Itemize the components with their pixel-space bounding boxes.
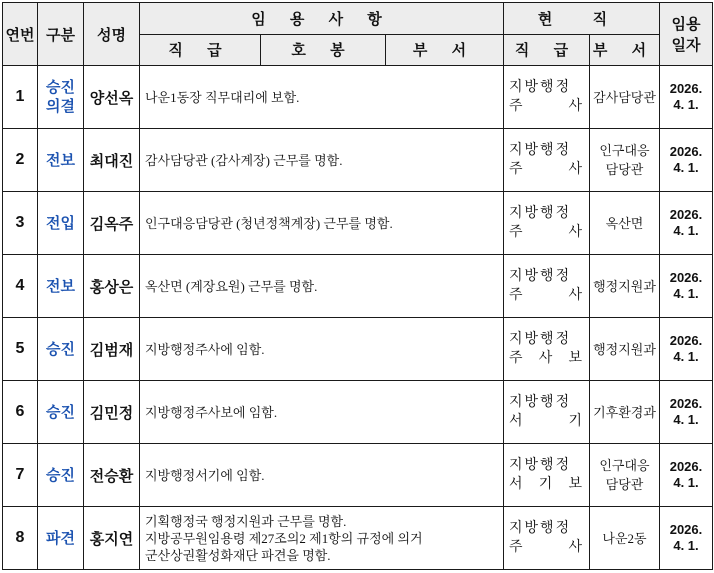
- current-department-line1: 인구대응: [599, 143, 650, 158]
- appointment-details: [140, 381, 504, 444]
- appointment-date-line1: 2026.: [669, 459, 703, 474]
- current-position-line2: 주 사: [509, 225, 584, 240]
- table-row: [3, 381, 713, 444]
- appointment-type: [38, 507, 84, 570]
- table-row: [3, 66, 713, 129]
- row-number: 8: [3, 507, 38, 570]
- table-row: [3, 255, 713, 318]
- current-department: [590, 192, 660, 255]
- current-department-line1: 행정지원과: [593, 341, 656, 357]
- appointment-date-line2: 4. 1.: [673, 349, 699, 364]
- person-name: 전승환: [84, 444, 140, 507]
- appointment-date: [660, 192, 713, 255]
- current-department: [590, 381, 660, 444]
- current-department-line1: 인구대응: [599, 458, 650, 473]
- header-date-line1: 임용: [671, 16, 701, 33]
- current-department-line2: 담당관: [605, 162, 644, 177]
- appointment-details: [140, 66, 504, 129]
- current-position-line1: 지방행정: [509, 206, 572, 221]
- current-position-line2: 서 기 보: [509, 477, 584, 492]
- current-position-line1: 지방행정: [509, 458, 572, 473]
- current-position: [504, 255, 590, 318]
- current-department: [590, 66, 660, 129]
- appointment-details-line1: 나운1동장 직무대리에 보함.: [145, 89, 300, 105]
- current-position-line2: 주 사: [509, 99, 584, 114]
- appointment-details-line1: 인구대응담당관 (청년정책계장) 근무를 명함.: [145, 215, 393, 231]
- current-position-line1: 지방행정: [509, 395, 572, 410]
- header-appointment: 임 용 사 항: [140, 3, 504, 35]
- appointment-details: [140, 507, 504, 570]
- appointment-date: [660, 255, 713, 318]
- person-name: 양선옥: [84, 66, 140, 129]
- current-position-line1: 지방행정: [509, 521, 572, 536]
- current-department-line1: 나운2동: [602, 530, 647, 546]
- row-number: 1: [3, 66, 38, 129]
- appointment-date: [660, 444, 713, 507]
- appointment-date-line2: 4. 1.: [673, 412, 699, 427]
- appointment-date-line1: 2026.: [669, 333, 703, 348]
- current-department: [590, 318, 660, 381]
- appointment-date: [660, 507, 713, 570]
- appointment-details-line1: 지방행정주사에 임함.: [145, 341, 265, 357]
- appointment-details: [140, 129, 504, 192]
- header-name: 성명: [84, 3, 140, 66]
- appointment-date-line2: 4. 1.: [673, 475, 699, 490]
- appointment-details-line1: 감사담당관 (감사계장) 근무를 명함.: [145, 152, 343, 168]
- appointment-type-line1: 전보: [46, 151, 75, 169]
- appointment-date: [660, 129, 713, 192]
- table-body: [3, 66, 713, 570]
- current-position-line1: 지방행정: [509, 143, 572, 158]
- row-number: 5: [3, 318, 38, 381]
- appointment-details-line1: 지방행정서기에 임함.: [145, 467, 265, 483]
- person-name: 김민정: [84, 381, 140, 444]
- appointment-date-line1: 2026.: [669, 207, 703, 222]
- current-position: [504, 444, 590, 507]
- appointment-details-line1: 기획행정국 행정지원과 근무를 명함.: [145, 513, 347, 529]
- current-department-line1: 옥산면: [605, 215, 644, 231]
- current-department: [590, 129, 660, 192]
- row-number: 6: [3, 381, 38, 444]
- current-position-line1: 지방행정: [509, 269, 572, 284]
- appointment-type-line1: 승진: [46, 340, 75, 358]
- person-name: 최대진: [84, 129, 140, 192]
- appointment-type-line1: 승진: [46, 403, 75, 421]
- appointment-type-line1: 전입: [46, 214, 75, 232]
- appointment-details-line3: 군산상권활성화재단 파견을 명함.: [145, 547, 331, 563]
- table-row: [3, 129, 713, 192]
- appointment-type: [38, 129, 84, 192]
- row-number: 2: [3, 129, 38, 192]
- appointment-details: [140, 318, 504, 381]
- appointment-date-line1: 2026.: [669, 396, 703, 411]
- appointment-date-line2: 4. 1.: [673, 223, 699, 238]
- appointment-type: [38, 192, 84, 255]
- row-number: 7: [3, 444, 38, 507]
- current-position-line2: 주 사: [509, 288, 584, 303]
- current-position-line2: 서 기: [509, 414, 584, 429]
- appointment-type: [38, 66, 84, 129]
- person-name: 홍상은: [84, 255, 140, 318]
- header-type: 구분: [38, 3, 84, 66]
- header-no: 연번: [3, 3, 38, 66]
- table-row: [3, 192, 713, 255]
- appointment-type-line1: 승진: [46, 79, 75, 96]
- current-position-line1: 지방행정: [509, 332, 572, 347]
- current-department: [590, 507, 660, 570]
- appointment-details: [140, 192, 504, 255]
- current-position: [504, 66, 590, 129]
- header-current-department: 부 서: [590, 34, 660, 66]
- row-number: 3: [3, 192, 38, 255]
- appointment-type: [38, 255, 84, 318]
- appointment-type-line1: 전보: [46, 277, 75, 295]
- person-name: 홍지연: [84, 507, 140, 570]
- appointment-date-line2: 4. 1.: [673, 286, 699, 301]
- appointment-date-line1: 2026.: [669, 270, 703, 285]
- current-department: [590, 255, 660, 318]
- appointment-date: [660, 318, 713, 381]
- appointment-type: [38, 381, 84, 444]
- current-position-line2: 주 사 보: [509, 351, 584, 366]
- appointment-details-line1: 옥산면 (계장요원) 근무를 명함.: [145, 278, 318, 294]
- current-position: [504, 318, 590, 381]
- current-department-line1: 감사담당관: [593, 89, 656, 105]
- appointment-date-line1: 2026.: [669, 81, 703, 96]
- appointment-date: [660, 381, 713, 444]
- appointment-details: [140, 444, 504, 507]
- current-position: [504, 507, 590, 570]
- appointment-date-line1: 2026.: [669, 522, 703, 537]
- header-position: 직 급: [140, 34, 261, 66]
- current-position-line2: 주 사: [509, 162, 584, 177]
- table-row: [3, 318, 713, 381]
- current-position: [504, 129, 590, 192]
- current-position: [504, 192, 590, 255]
- personnel-appointment-table: [2, 2, 713, 570]
- row-number: 4: [3, 255, 38, 318]
- appointment-type: [38, 318, 84, 381]
- appointment-date-line2: 4. 1.: [673, 97, 699, 112]
- person-name: 김범재: [84, 318, 140, 381]
- appointment-details-line1: 지방행정주사보에 임함.: [145, 404, 278, 420]
- appointment-date-line1: 2026.: [669, 144, 703, 159]
- header-current-position: 직 급: [504, 34, 590, 66]
- header-date: [660, 3, 713, 66]
- appointment-type-line2: 의결: [46, 98, 75, 115]
- current-department: [590, 444, 660, 507]
- current-position-line1: 지방행정: [509, 80, 572, 95]
- table-row: [3, 444, 713, 507]
- table-row: [3, 507, 713, 570]
- appointment-type-line1: 승진: [46, 466, 75, 484]
- appointment-details: [140, 255, 504, 318]
- current-department-line2: 담당관: [605, 477, 644, 492]
- current-position-line2: 주 사: [509, 540, 584, 555]
- person-name: 김옥주: [84, 192, 140, 255]
- header-date-line2: 일자: [671, 37, 701, 54]
- appointment-date-line2: 4. 1.: [673, 538, 699, 553]
- appointment-type: [38, 444, 84, 507]
- current-department-line1: 기후환경과: [593, 404, 656, 420]
- appointment-details-line2: 지방공무원임용령 제27조의2 제1항의 규정에 의거: [145, 530, 423, 546]
- appointment-date-line2: 4. 1.: [673, 160, 699, 175]
- header-department: 부 서: [386, 34, 504, 66]
- header-current: 현 직: [504, 3, 660, 35]
- current-position: [504, 381, 590, 444]
- appointment-type-line1: 파견: [46, 529, 75, 547]
- appointment-date: [660, 66, 713, 129]
- header-pay-grade: 호 봉: [261, 34, 386, 66]
- current-department-line1: 행정지원과: [593, 278, 656, 294]
